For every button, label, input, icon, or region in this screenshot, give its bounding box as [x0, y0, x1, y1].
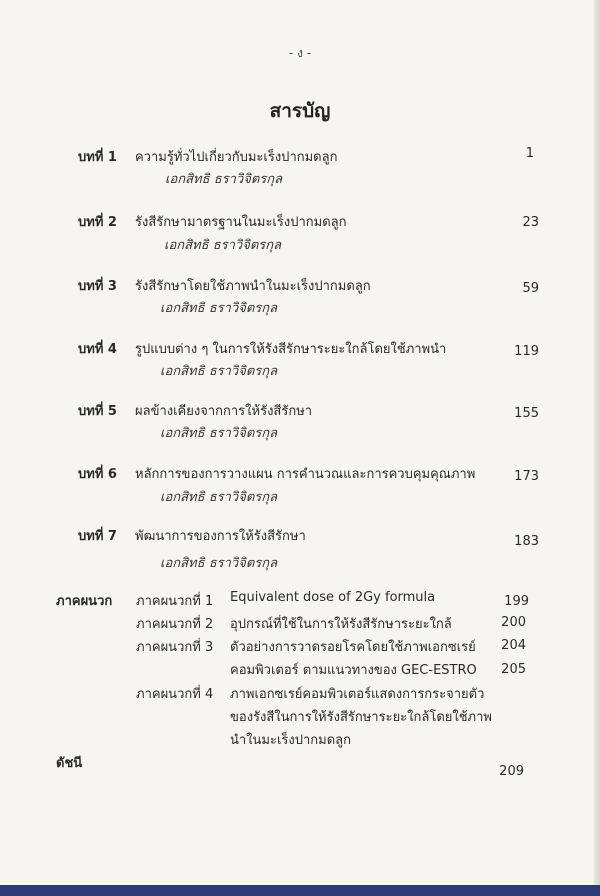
toc-entry-appendix-3: [0, 636, 600, 656]
chapter-page: 155: [514, 406, 539, 421]
chapter-title: พัฒนาการของการให้รังสีรักษา: [135, 529, 306, 544]
chapter-page: 23: [522, 215, 539, 230]
chapter-title: รูปแบบต่าง ๆ ในการให้รังสีรักษาระยะใกล้โดยใช้ภาพนำ: [135, 342, 447, 357]
toc-entry-appendix-3-cont: [0, 659, 600, 679]
chapter-label: บทที่ 7: [78, 529, 117, 544]
chapter-label: บทที่ 1: [78, 150, 117, 165]
chapter-title: รังสีรักษาโดยใช้ภาพนำในมะเร็งปากมดลูก: [135, 279, 371, 294]
page-number: - ง -: [288, 46, 312, 60]
chapter-label: บทที่ 6: [78, 467, 117, 482]
chapter-title: หลักการของการวางแผน การคำนวณและการควบคุมคุณภาพ: [135, 467, 476, 482]
index-label: ดัชนี: [56, 756, 83, 771]
appendix-label: ภาคผนวกที่ 1: [136, 594, 214, 609]
chapter-page: 173: [514, 469, 539, 484]
appendix-title: อุปกรณ์ที่ใช้ในการให้รังสีรักษาระยะใกล้: [230, 617, 452, 632]
chapter-title: รังสีรักษามาตรฐานในมะเร็งปากมดลูก: [135, 215, 347, 230]
page-title: สารบัญ: [269, 100, 331, 122]
appendix-page: 200: [501, 615, 526, 630]
toc-entry-appendix-2: [0, 613, 600, 633]
chapter-page: 59: [522, 281, 539, 296]
toc-entry-index: [0, 752, 600, 792]
bottom-border-bar: [0, 885, 600, 896]
chapter-title: ความรู้ทั่วไปเกี่ยวกับมะเร็งปากมดลูก: [135, 150, 338, 165]
appendix-section-label: ภาคผนวก: [56, 594, 113, 609]
appendix-title: Equivalent dose of 2Gy formula: [230, 590, 436, 605]
chapter-title: ผลข้างเคียงจากการให้รังสีรักษา: [135, 404, 313, 419]
chapter-label: บทที่ 2: [78, 215, 117, 230]
chapter-label: บทที่ 4: [78, 342, 117, 357]
chapter-label: บทที่ 3: [78, 279, 117, 294]
appendix-title: ตัวอย่างการวาดรอยโรคโดยใช้ภาพเอกซเรย์: [230, 640, 476, 655]
appendix-label: ภาคผนวกที่ 4: [136, 687, 214, 702]
document-page: - ง - สารบัญ บทที่ 1 ความรู้ทั่วไปเกี่ยวกับมะเร็งปากมดลูก 1 เอกสิทธิ ธราวิจิตรกุล บทที่ 2 รังสีรักษามาตรฐานในมะเร็งปากมดลูก 23 เอกสิทธิ ธราวิจิตรกุล บทที่ 3 รังสีรักษาโดยใช้ภาพนำในมะเร็งปากมดลูก 59 เอกสิทธิ ธราวิจิตรกุล บทที่ 4 รูปแบบต่าง ๆ ในการให้รังสีรักษาระยะใกล้โดยใช้ภาพนำ 119 เอกสิทธิ ธราวิจิตรกุล บทที่ 5 ผลข้างเคียงจากการให้รังสีรักษา 155 เอกสิทธิ ธราวิจิตรกุล บทที่ 6 หลักการของการวางแผน การคำนวณและการควบคุมคุณภาพ 173 เอกสิทธิ ธราวิจิตรกุล บทที่ 7 พัฒนาการของการให้รังสีรักษา 183 เอกสิทธิ ธราวิจิตรกุล ภาคผนวก ภาคผนวกที่ 1 Equivalent dose of 2Gy formula 199 ภาคผนวกที่ 2 อุปกรณ์ที่ใช้ในการให้รังสีรักษาระยะใกล้ 200 ภาคผนวกที่ 3 ตัวอย่างการวาดรอยโรคโดยใช้ภาพเอกซเรย์ 204 คอมพิวเตอร์ ตามแนวทางของ GEC-ESTRO 205 ภาคผนวกที่ 4 ภาพเอกซเรย์คอมพิวเตอร์แสดงการกระจายตัว ของรังสีในการให้รังสีรักษาระยะใกล้โดยใช้ภาพ นำในมะเร็งปากมดลูก ดัชนี 209: [0, 0, 600, 896]
appendix-label: ภาคผนวกที่ 2: [136, 617, 214, 632]
index-page: 209: [499, 764, 524, 779]
toc-entry-appendix-4: [0, 683, 600, 703]
appendix-page: 205: [501, 662, 526, 677]
chapter-page: 119: [514, 344, 539, 359]
appendix-page: 199: [504, 594, 529, 609]
toc-entry-appendix-4-cont: [0, 706, 600, 726]
chapter-page: 1: [525, 146, 534, 161]
appendix-label: ภาคผนวกที่ 3: [136, 640, 214, 655]
toc-entry-appendix-1: [0, 590, 600, 610]
chapter-page: 183: [514, 534, 539, 549]
toc-entry-appendix-4-cont2: [0, 729, 600, 749]
appendix-title-line: คอมพิวเตอร์ ตามแนวทางของ GEC-ESTRO: [230, 663, 477, 678]
appendix-page: 204: [501, 638, 526, 653]
appendix-title-line: นำในมะเร็งปากมดลูก: [230, 733, 352, 748]
appendix-title-line: ของรังสีในการให้รังสีรักษาระยะใกล้โดยใช้ภาพ: [230, 710, 492, 725]
chapter-label: บทที่ 5: [78, 404, 117, 419]
appendix-title: ภาพเอกซเรย์คอมพิวเตอร์แสดงการกระจายตัว: [230, 687, 485, 702]
